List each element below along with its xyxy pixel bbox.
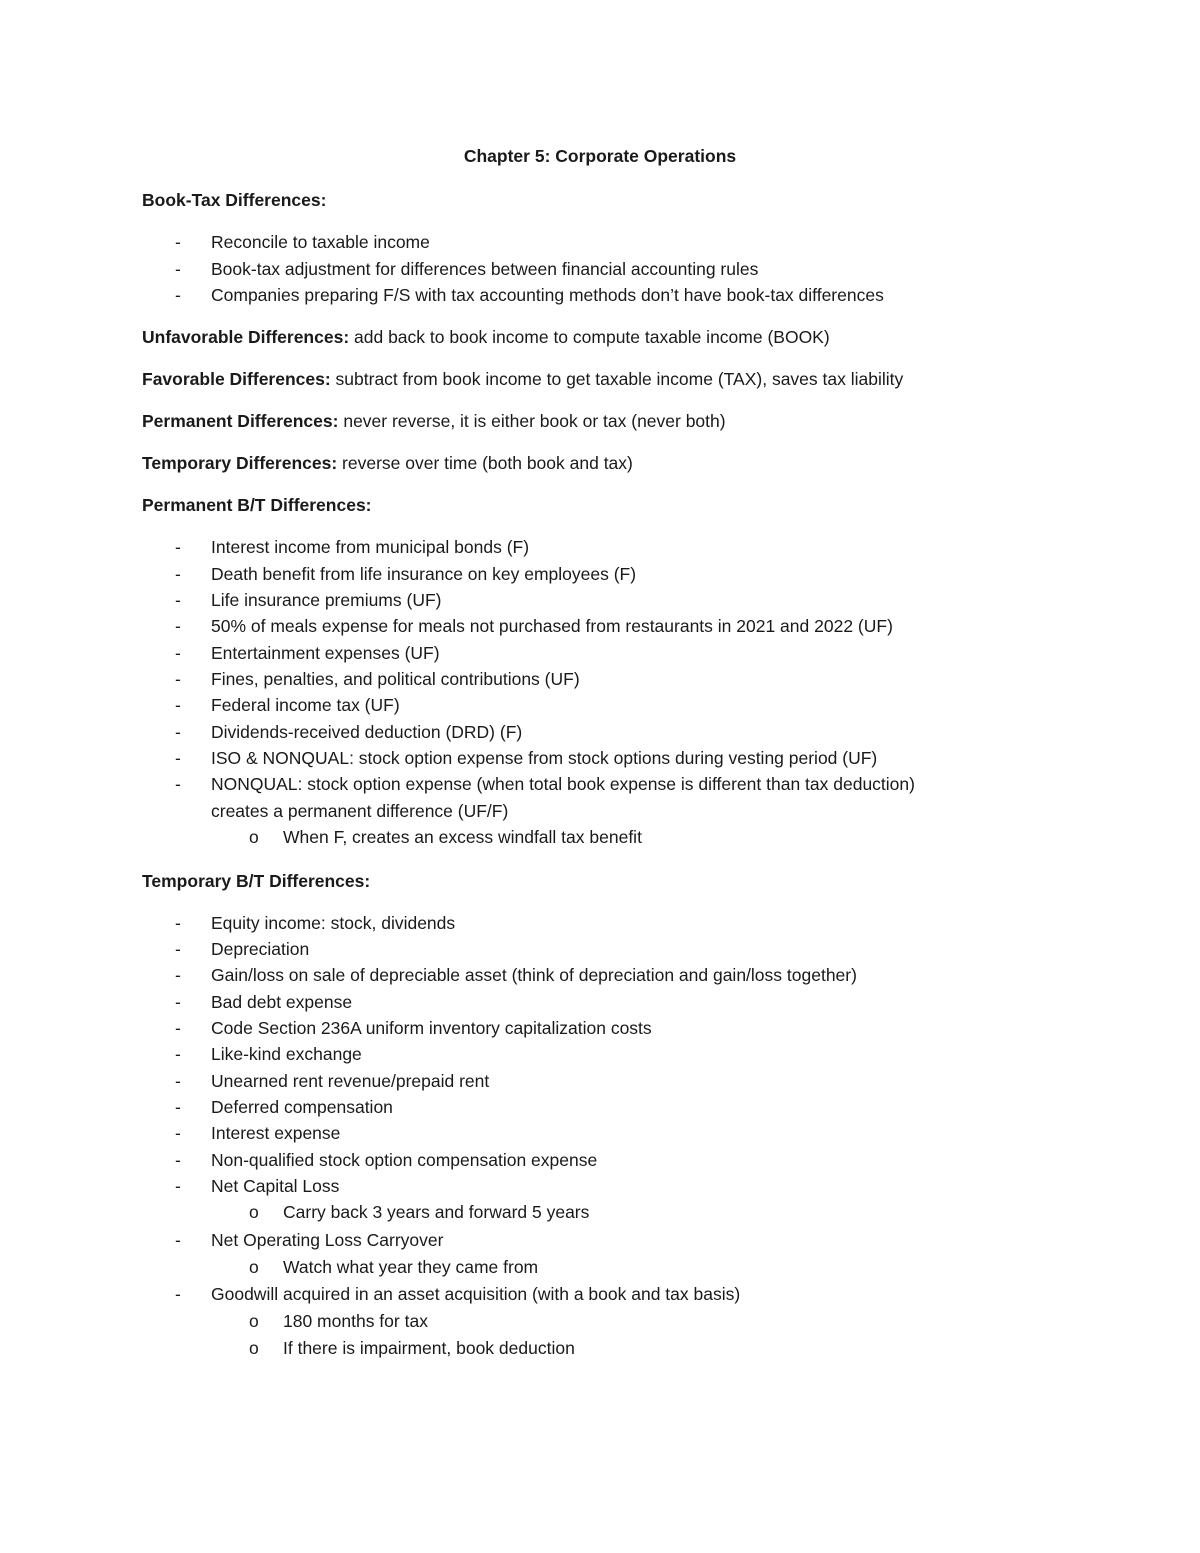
bullet-dash: - — [175, 259, 181, 279]
section-heading-book-tax: Book-Tax Differences: — [142, 190, 327, 210]
bullet-circle: o — [249, 827, 259, 847]
definition-unfavorable: Unfavorable Differences: add back to book income to compute taxable income (BOOK) — [142, 327, 830, 347]
bullet-dash: - — [175, 232, 181, 252]
page-title: Chapter 5: Corporate Operations — [463, 146, 737, 166]
definition-favorable: Favorable Differences: subtract from book income to get taxable income (TAX), saves tax liability — [142, 369, 904, 389]
definition-temporary: Temporary Differences: reverse over time (both book and tax) — [142, 453, 633, 473]
document-page: Chapter 5: Corporate Operations Book-Tax Differences: - Reconcile to taxable income - Book-tax adjustment for differences between financial accounting rules - Companies preparing F/S with tax accounting methods don’t have book-tax differences Unfavorable Differences: add back to book income to compute taxable income (BOOK) Favorable Differences: subtract from book income to get taxable income (TAX), saves tax liability Permanent Differences: never reverse, it is either book or tax (never both) Temporary Differences: reverse over time (both book and tax) Permanent B/T Differences: - Interest income from municipal bonds (F) - Death benefit from life insurance on key employees (F) - Life insurance premiums (UF) - 50% of meals expense for meals not purchased from restaurants in 2021 and 2022 (UF) - Entertainment expenses (UF) - Fines, penalties, and political contributions (UF) - Federal income tax (UF) - Dividends-received deduction (DRD) (F) - ISO & NONQUAL: stock option expense from stock options during vesting period (UF) - NONQUAL: stock option expense (when total book expense is different than tax deduction) creates a permanent difference (UF/F) o When F, creates an excess windfall tax benefit Temporary B/T Differences: - Equity income: stock, dividends - Depreciation - Gain/loss on sale of depreciable asset (think of depreciation and gain/loss together) - Bad debt expense - Code Section 236A uniform inventory capitalization costs - Like-kind exchange - Unearned rent revenue/prepaid rent - Deferred compensation - Interest expense - Non-qualified stock option compensation expense - Net Capital Loss o Carry back 3 years and forward 5 years - Net Operating Loss Carryover o Watch what year they came from - Goodwill acquired in an asset acquisition (with a book and tax basis) o 180 months for tax o If there is impairment, book deduction — [0, 0, 1200, 1553]
definition-permanent: Permanent Differences: never reverse, it is either book or tax (never both) — [142, 411, 726, 431]
bullet-dash: - — [175, 285, 181, 305]
section-heading-permanent: Permanent B/T Differences: — [142, 495, 372, 515]
section-heading-temporary: Temporary B/T Differences: — [142, 871, 371, 891]
